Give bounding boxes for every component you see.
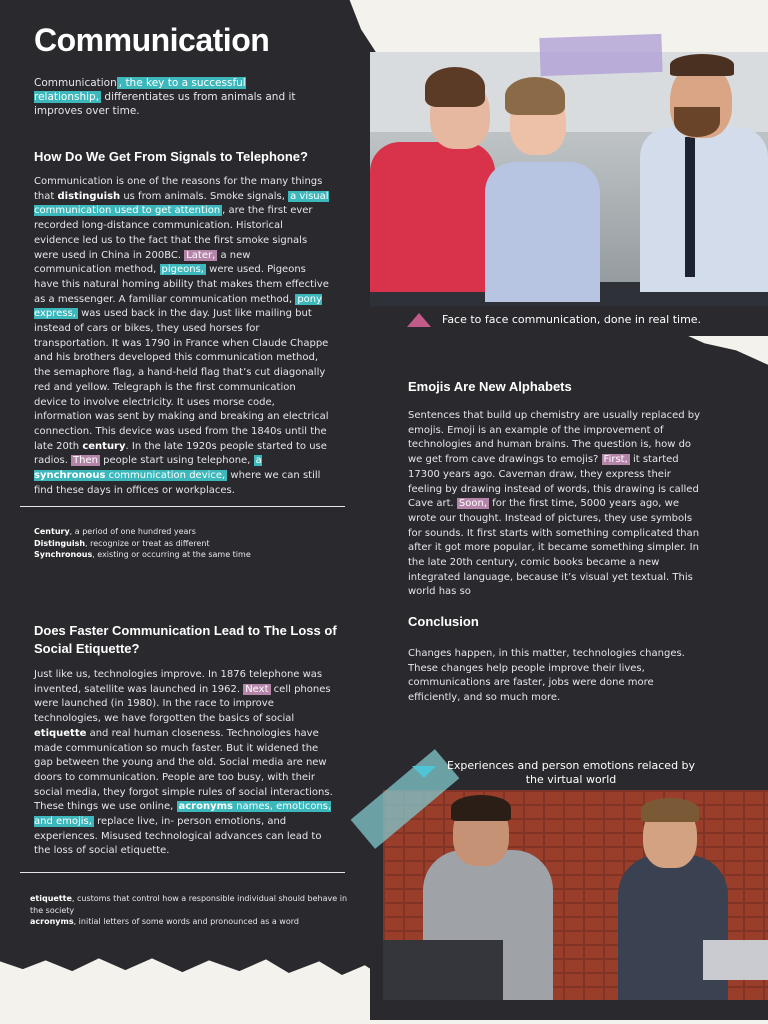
- caption-virtual-world: Experiences and person emotions relaced by the virtual world: [446, 759, 696, 786]
- purple-tape: [539, 34, 662, 76]
- highlight: First,: [603, 454, 628, 466]
- glossary-item: Synchronous, existing or occurring at the same time: [34, 550, 251, 559]
- glossary-item: Distinguish, recognize or treat as different: [34, 538, 210, 548]
- glossary-1: [34, 526, 334, 561]
- highlight: Next: [245, 683, 269, 695]
- triangle-down-icon: [412, 766, 436, 778]
- section-heading-signals: How Do We Get From Signals to Telephone?: [34, 149, 308, 164]
- highlight: pigeons,: [161, 264, 204, 276]
- section-heading-emojis: Emojis Are New Alphabets: [408, 379, 572, 394]
- highlight: acronyms names, emoticons, and emojis,: [34, 801, 332, 828]
- caption-face-to-face: Face to face communication, done in real time.: [442, 313, 702, 326]
- section-body-etiquette: Just like us, technologies improve. In 1876 telephone was invented, satellite was launched in 1962. Next cell phones were launched (in 1980). In the race to improve technologies, we have forgotten the basics of social etiquette and real human closeness. Technologies have made communication so much faster. But it widened the gap between the young and the old. Social media are new doors to communication. People are too busy, with their social media, they forgot simple rules of social interactions. These things we use online, acronyms names, emoticons, and emojis, replace live, in- person emotions, and experiences. Misused technological advances can lead to the loss of social etiquette.: [34, 669, 333, 857]
- glossary-item: acronyms, initial letters of some words and pronounced as a word: [30, 917, 299, 926]
- triangle-up-icon: [407, 313, 431, 327]
- highlight: , the key to a successful relationship,: [34, 77, 246, 103]
- section-heading-conclusion: Conclusion: [408, 614, 479, 629]
- highlight: Soon,: [458, 498, 487, 510]
- section-body-emojis: Sentences that build up chemistry are usually replaced by emojis. Emoji is an example of the improvement of technologies and human brains. The question is, how do we get from cave drawings to emojis? First, it started 17300 years ago. Caveman draw, they express their feeling by drawing instead of words, this drawing is called Cave art. Soon, for the first time, 5000 years ago, we wrote our thought. Instead of pictures, they use symbols for sounds. It first starts with something complicated than after it got more popular, it became something simpler. In the late 20th century, comic books became a new integrated language, because it’s visual yet textual. This world has so: [408, 410, 701, 598]
- highlight: Later,: [186, 249, 216, 261]
- highlight: pony express,: [34, 293, 323, 320]
- glossary-item: etiquette, customs that control how a responsible individual should behave in the society: [30, 894, 348, 915]
- highlight: Then: [73, 455, 98, 467]
- glossary-item: Century, a period of one hundred years: [34, 527, 196, 536]
- intro-paragraph: Communication , the key to a successful relationship, differentiates us from animals and it improves over time.: [34, 77, 296, 117]
- page-title: Communication: [34, 22, 270, 58]
- highlight: a synchronous communication device,: [34, 455, 262, 482]
- divider: [20, 506, 345, 507]
- glossary-2: [30, 893, 350, 928]
- section-heading-etiquette: Does Faster Communication Lead to The Loss of Social Etiquette?: [34, 623, 337, 656]
- divider: [20, 872, 345, 873]
- photo-virtual-world: [383, 790, 768, 1000]
- section-body-conclusion: Changes happen, in this matter, technologies changes. These changes help people improve their lives, communications are faster, jobs were done more efficiently, and so much more.: [408, 648, 685, 704]
- section-body-signals: Communication is one of the reasons for the many things that distinguish us from animals. Smoke signals, a visual communication used to get attention , are the first ever recorded long-distance communication. Historical evidence led us to the fact that the first smoke signals were used in China in 200BC. Later, a new communication method, pigeons, were used. Pigeons have this natural homing ability that makes them effective as a messenger. A familiar communication method, pony express, was used back in the day. Just like mailing but instead of cars or bikes, they used horses for transportation. It was 1790 in France when Claude Chappe and his brothers developed this communication method, the semaphore flag, a hand-held flag that’s cut diagonally red and yellow. Telegraph is the first communication device to involve electricity. It uses morse code, information was sent by making and breaking an electrical connection. This device was used from the 1840s until the late 20th century. In the late 1920s people started to use radios. Then people start using telephone, a synchronous communication device, where we can still find these days in offices or workplaces.: [34, 176, 329, 496]
- photo-face-to-face: [370, 52, 768, 307]
- highlight: a visual communication used to get attention: [34, 190, 329, 217]
